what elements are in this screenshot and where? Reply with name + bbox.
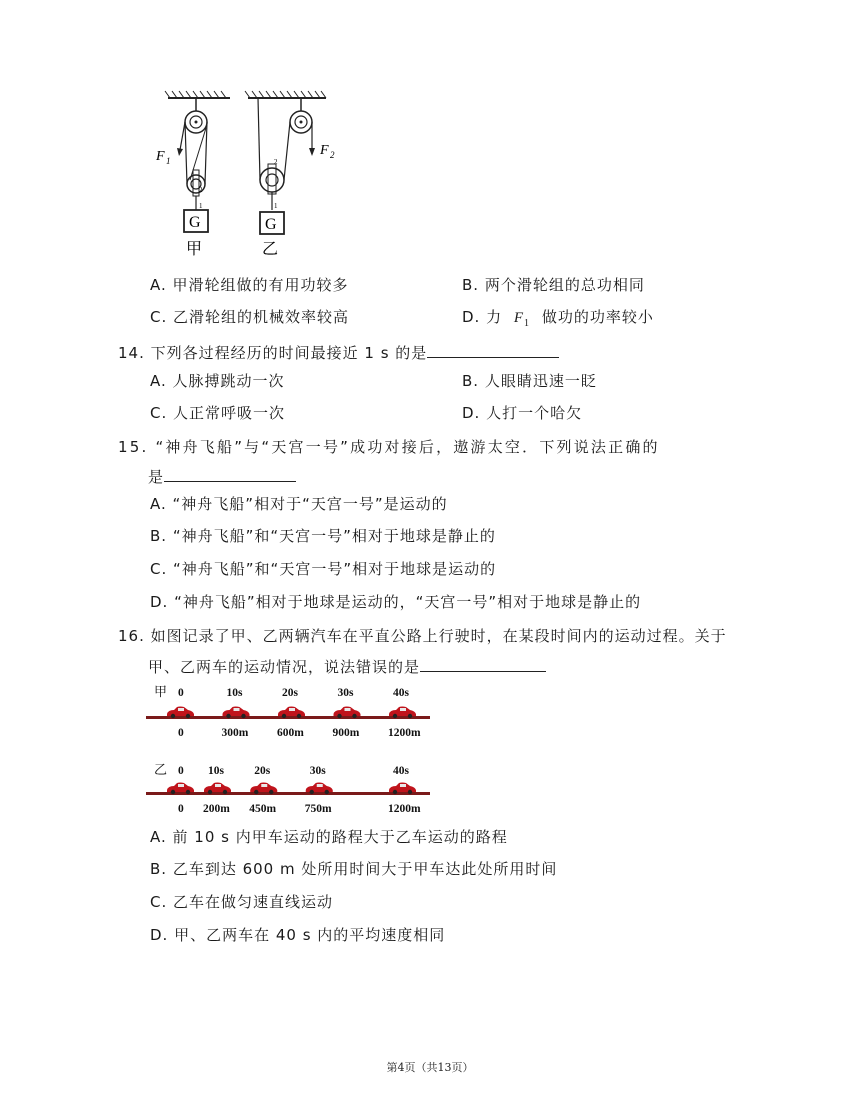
- pulley-label-jia: 甲: [186, 241, 203, 258]
- distance-label-jia-4: 1200m: [388, 727, 421, 739]
- load-label-1: G: [189, 214, 201, 231]
- q13-option-b[interactable]: B. 两个滑轮组的总功相同: [462, 276, 645, 294]
- page-footer: 第4页（共13页）: [386, 1061, 474, 1074]
- q16-option-c[interactable]: C. 乙车在做匀速直线运动: [150, 893, 334, 911]
- force-label-1-sub: 1: [166, 156, 171, 166]
- q15-option-a[interactable]: A. “神舟飞船”相对于“天宫一号”是运动的: [150, 495, 448, 513]
- ceiling-left: [165, 91, 230, 98]
- q15-stem-line1: [118, 436, 660, 457]
- time-label-jia-4: 40s: [393, 687, 409, 699]
- force-label-1: F: [156, 149, 165, 164]
- time-label-yi-3: 30s: [309, 765, 326, 777]
- q14-option-a[interactable]: A. 人脉搏跳动一次: [150, 372, 285, 390]
- q16-option-a[interactable]: A. 前 10 s 内甲车运动的路程大于乙车运动的路程: [150, 828, 508, 846]
- q15-option-d[interactable]: D. “神舟飞船”相对于地球是运动的，“天宫一号”相对于地球是静止的: [150, 593, 642, 611]
- distance-label-yi-1: 200m: [203, 803, 230, 815]
- time-label-yi-4: 40s: [393, 765, 409, 777]
- q14-option-d[interactable]: D. 人打一个哈欠: [462, 404, 583, 422]
- q16-stem-line2: [148, 655, 546, 677]
- q15-text-line2: 是: [148, 468, 165, 486]
- rope-mark-b1: 1: [199, 202, 203, 210]
- time-label-yi-0: 0: [178, 765, 184, 777]
- q14-option-c[interactable]: C. 人正常呼吸一次: [150, 404, 286, 422]
- q16-stem-line1: [118, 625, 727, 646]
- q15-option-c[interactable]: C. “神舟飞船”和“天宫一号”相对于地球是运动的: [150, 560, 497, 578]
- pulley-figure: [150, 88, 350, 258]
- q16-answer-blank[interactable]: [420, 655, 546, 672]
- q13-option-c[interactable]: C. 乙滑轮组的机械效率较高: [150, 308, 350, 326]
- ceiling-right: [245, 91, 326, 98]
- q13-option-d-var: F: [513, 310, 525, 326]
- q14-text: 下列各过程经历的时间最接近 1 s 的是: [150, 344, 428, 362]
- time-label-yi-1: 10s: [208, 765, 224, 777]
- distance-label-jia-3: 900m: [332, 727, 360, 739]
- force-label-2-sub: 2: [330, 150, 335, 160]
- car-motion-figure: [140, 680, 450, 820]
- q14-option-b[interactable]: B. 人眼睛迅速一眨: [462, 372, 597, 390]
- pulley-label-yi: 乙: [262, 241, 279, 258]
- pulley-system-jia: [155, 98, 208, 232]
- q16-option-b[interactable]: B. 乙车到达 600 m 处所用时间大于甲车达此处所用时间: [150, 860, 558, 878]
- q13-option-d-suffix: 做功的功率较小: [541, 308, 654, 326]
- q13-option-d-prefix: D. 力: [462, 308, 503, 326]
- q15-text-line1: “神舟飞船”与“天宫一号”成功对接后，遨游太空．下列说法正确的: [155, 438, 660, 456]
- force-label-2: F: [320, 143, 329, 158]
- rope-mark-a1: 2: [199, 186, 203, 194]
- distance-label-jia-1: 300m: [221, 727, 249, 739]
- q13-option-d[interactable]: [462, 306, 654, 329]
- distance-label-yi-3: 750m: [304, 803, 332, 815]
- pulley-system-yi: [258, 98, 335, 234]
- distance-label-yi-4: 1200m: [388, 803, 421, 815]
- q14-answer-blank[interactable]: [427, 341, 559, 358]
- q16-text-line2: 甲、乙两车的运动情况，说法错误的是: [148, 658, 421, 676]
- distance-label-yi-0: 0: [178, 803, 184, 815]
- q16-number: 16.: [118, 627, 145, 645]
- q15-number: 15.: [118, 438, 149, 456]
- q14-stem: [118, 341, 559, 363]
- rope-mark-a2: 2: [274, 158, 278, 166]
- q15-answer-blank[interactable]: [164, 465, 296, 482]
- load-label-2: G: [265, 216, 277, 233]
- time-label-jia-0: 0: [178, 687, 184, 699]
- car-row-label-jia: 甲: [154, 684, 168, 699]
- time-label-jia-2: 20s: [282, 687, 298, 699]
- q15-stem-line2: [148, 465, 296, 487]
- q15-option-b[interactable]: B. “神舟飞船”和“天宫一号”相对于地球是静止的: [150, 527, 496, 545]
- q13-option-a[interactable]: A. 甲滑轮组做的有用功较多: [150, 276, 349, 294]
- q13-option-d-sub: 1: [524, 318, 531, 329]
- q16-option-d[interactable]: D. 甲、乙两车在 40 s 内的平均速度相同: [150, 926, 446, 944]
- car-row-label-yi: 乙: [154, 762, 168, 777]
- rope-mark-b2: 1: [274, 202, 278, 210]
- time-label-yi-2: 20s: [254, 765, 271, 777]
- distance-label-jia-0: 0: [178, 727, 184, 739]
- time-label-jia-3: 30s: [337, 687, 354, 699]
- q14-number: 14.: [118, 344, 145, 362]
- distance-label-jia-2: 600m: [277, 727, 304, 739]
- q16-text-line1: 如图记录了甲、乙两辆汽车在平直公路上行驶时，在某段时间内的运动过程。关于: [150, 627, 727, 645]
- distance-label-yi-2: 450m: [249, 803, 277, 815]
- time-label-jia-1: 10s: [226, 687, 243, 699]
